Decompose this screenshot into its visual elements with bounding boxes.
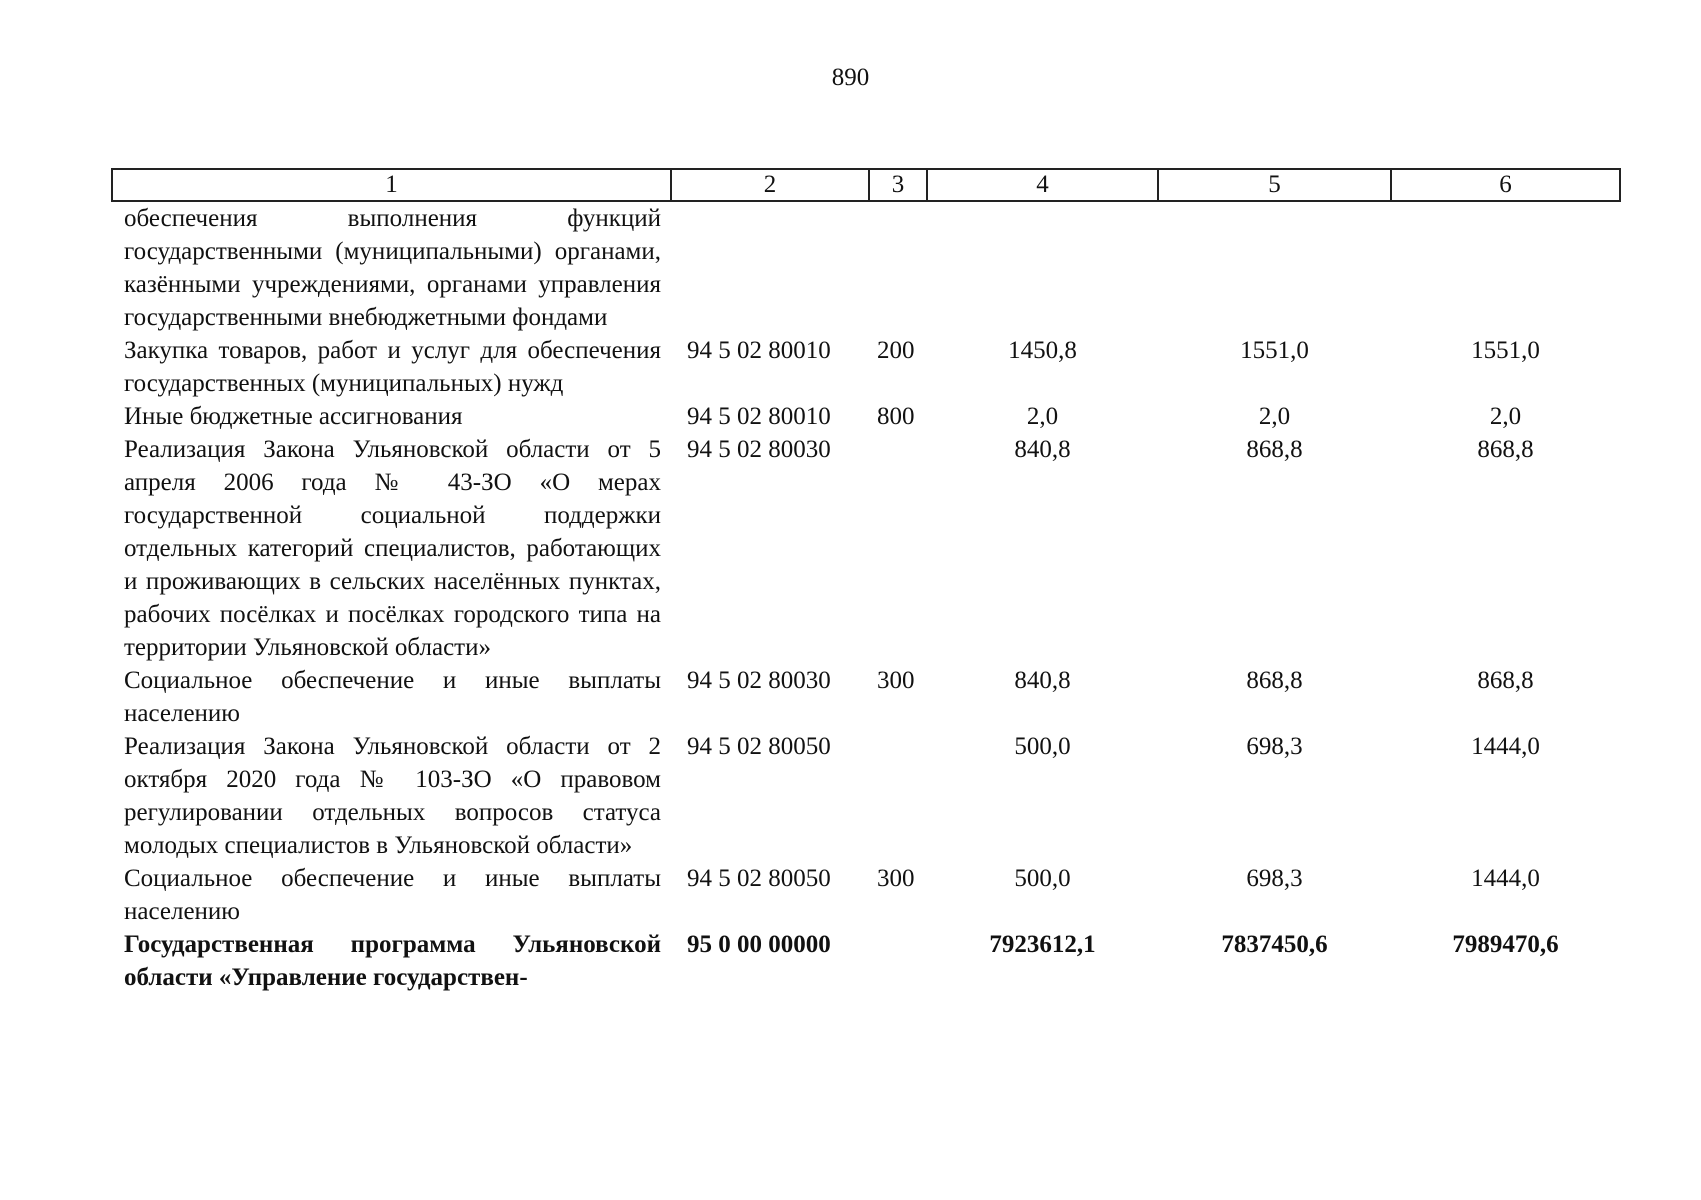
row-type-cell: [869, 730, 927, 862]
row-type-cell: 800: [877, 403, 915, 430]
row-type-cell: [869, 201, 927, 334]
row-code-cell: 94 5 02 80050: [687, 733, 831, 760]
row-code-cell: 94 5 02 80050: [687, 865, 831, 892]
row-type-cell: 200: [877, 337, 915, 364]
row-name-cell: Социальное обеспечение и иные выплаты населению: [124, 667, 661, 727]
row-name-cell: Государственная программа Ульяновской области «Управление государствен-: [124, 931, 661, 991]
row-value-col5-cell: 868,8: [1246, 436, 1303, 463]
row-value-col6-cell: 1444,0: [1471, 733, 1540, 760]
budget-table-container: [111, 168, 1619, 994]
row-type-cell: 300: [877, 667, 915, 694]
row-name-cell: Реализация Закона Ульяновской области от 5 апреля 2006 года № 43-ЗО «О мерах государственной социальной поддержки отдельных категорий специалистов, работающих и проживающих в сельских населённых пунктах, рабочих посёлках и посёлках городского типа на территории Ульяновской области»: [124, 436, 661, 661]
row-value-col4-cell: 7923612,1: [989, 931, 1096, 958]
row-name-cell: Социальное обеспечение и иные выплаты населению: [124, 865, 661, 925]
table-row: [112, 334, 1620, 400]
table-row: [112, 862, 1620, 928]
row-code-cell: [671, 201, 869, 334]
row-value-col5-cell: [1158, 201, 1391, 334]
row-value-col6-cell: 7989470,6: [1452, 931, 1559, 958]
row-value-col5-cell: 698,3: [1246, 865, 1303, 892]
column-header: 3: [869, 169, 927, 201]
table-row: [112, 201, 1620, 334]
row-type-cell: 300: [877, 865, 915, 892]
row-value-col5-cell: 2,0: [1258, 403, 1291, 430]
row-value-col5-cell: 868,8: [1246, 667, 1303, 694]
table-row: [112, 664, 1620, 730]
row-type-cell: [869, 928, 927, 994]
row-value-col6-cell: 868,8: [1477, 436, 1534, 463]
row-name-cell: Иные бюджетные ассигнования: [124, 403, 463, 430]
table-header-row: [112, 169, 1620, 201]
row-value-col6-cell: 2,0: [1489, 403, 1522, 430]
table-body: [112, 201, 1620, 994]
row-value-col4-cell: 500,0: [1014, 733, 1071, 760]
column-header: 4: [927, 169, 1158, 201]
row-value-col4-cell: 1450,8: [1008, 337, 1077, 364]
column-header: 2: [671, 169, 869, 201]
row-code-cell: 95 0 00 00000: [687, 931, 831, 958]
row-value-col4-cell: 2,0: [1026, 403, 1059, 430]
row-value-col5-cell: 1551,0: [1240, 337, 1309, 364]
row-value-col6-cell: 1444,0: [1471, 865, 1540, 892]
column-header: 1: [112, 169, 671, 201]
row-value-col6-cell: [1391, 201, 1620, 334]
row-value-col4-cell: [927, 201, 1158, 334]
row-value-col5-cell: 698,3: [1246, 733, 1303, 760]
table-row: [112, 730, 1620, 862]
row-value-col4-cell: 840,8: [1014, 436, 1071, 463]
table-row: [112, 433, 1620, 664]
page-number: 890: [831, 64, 870, 91]
table-row: [112, 400, 1620, 433]
row-value-col6-cell: 868,8: [1477, 667, 1534, 694]
column-header: 5: [1158, 169, 1391, 201]
row-name-cell: Закупка товаров, работ и услуг для обеспечения государственных (муниципальных) нужд: [124, 337, 661, 397]
row-name-cell: Реализация Закона Ульяновской области от 2 октября 2020 года № 103-ЗО «О правовом регулировании отдельных вопросов статуса молодых специалистов в Ульяновской области»: [124, 733, 661, 859]
row-code-cell: 94 5 02 80010: [687, 403, 831, 430]
row-code-cell: 94 5 02 80010: [687, 337, 831, 364]
row-value-col4-cell: 840,8: [1014, 667, 1071, 694]
row-value-col4-cell: 500,0: [1014, 865, 1071, 892]
row-type-cell: [869, 433, 927, 664]
row-value-col6-cell: 1551,0: [1471, 337, 1540, 364]
row-code-cell: 94 5 02 80030: [687, 667, 831, 694]
column-header: 6: [1391, 169, 1620, 201]
budget-table: [111, 168, 1621, 994]
row-value-col5-cell: 7837450,6: [1221, 931, 1328, 958]
table-row: [112, 928, 1620, 994]
row-code-cell: 94 5 02 80030: [687, 436, 831, 463]
row-name-cell: обеспечения выполнения функций государственными (муниципальными) органами, казёнными учреждениями, органами управления государственными внебюджетными фондами: [124, 205, 661, 331]
